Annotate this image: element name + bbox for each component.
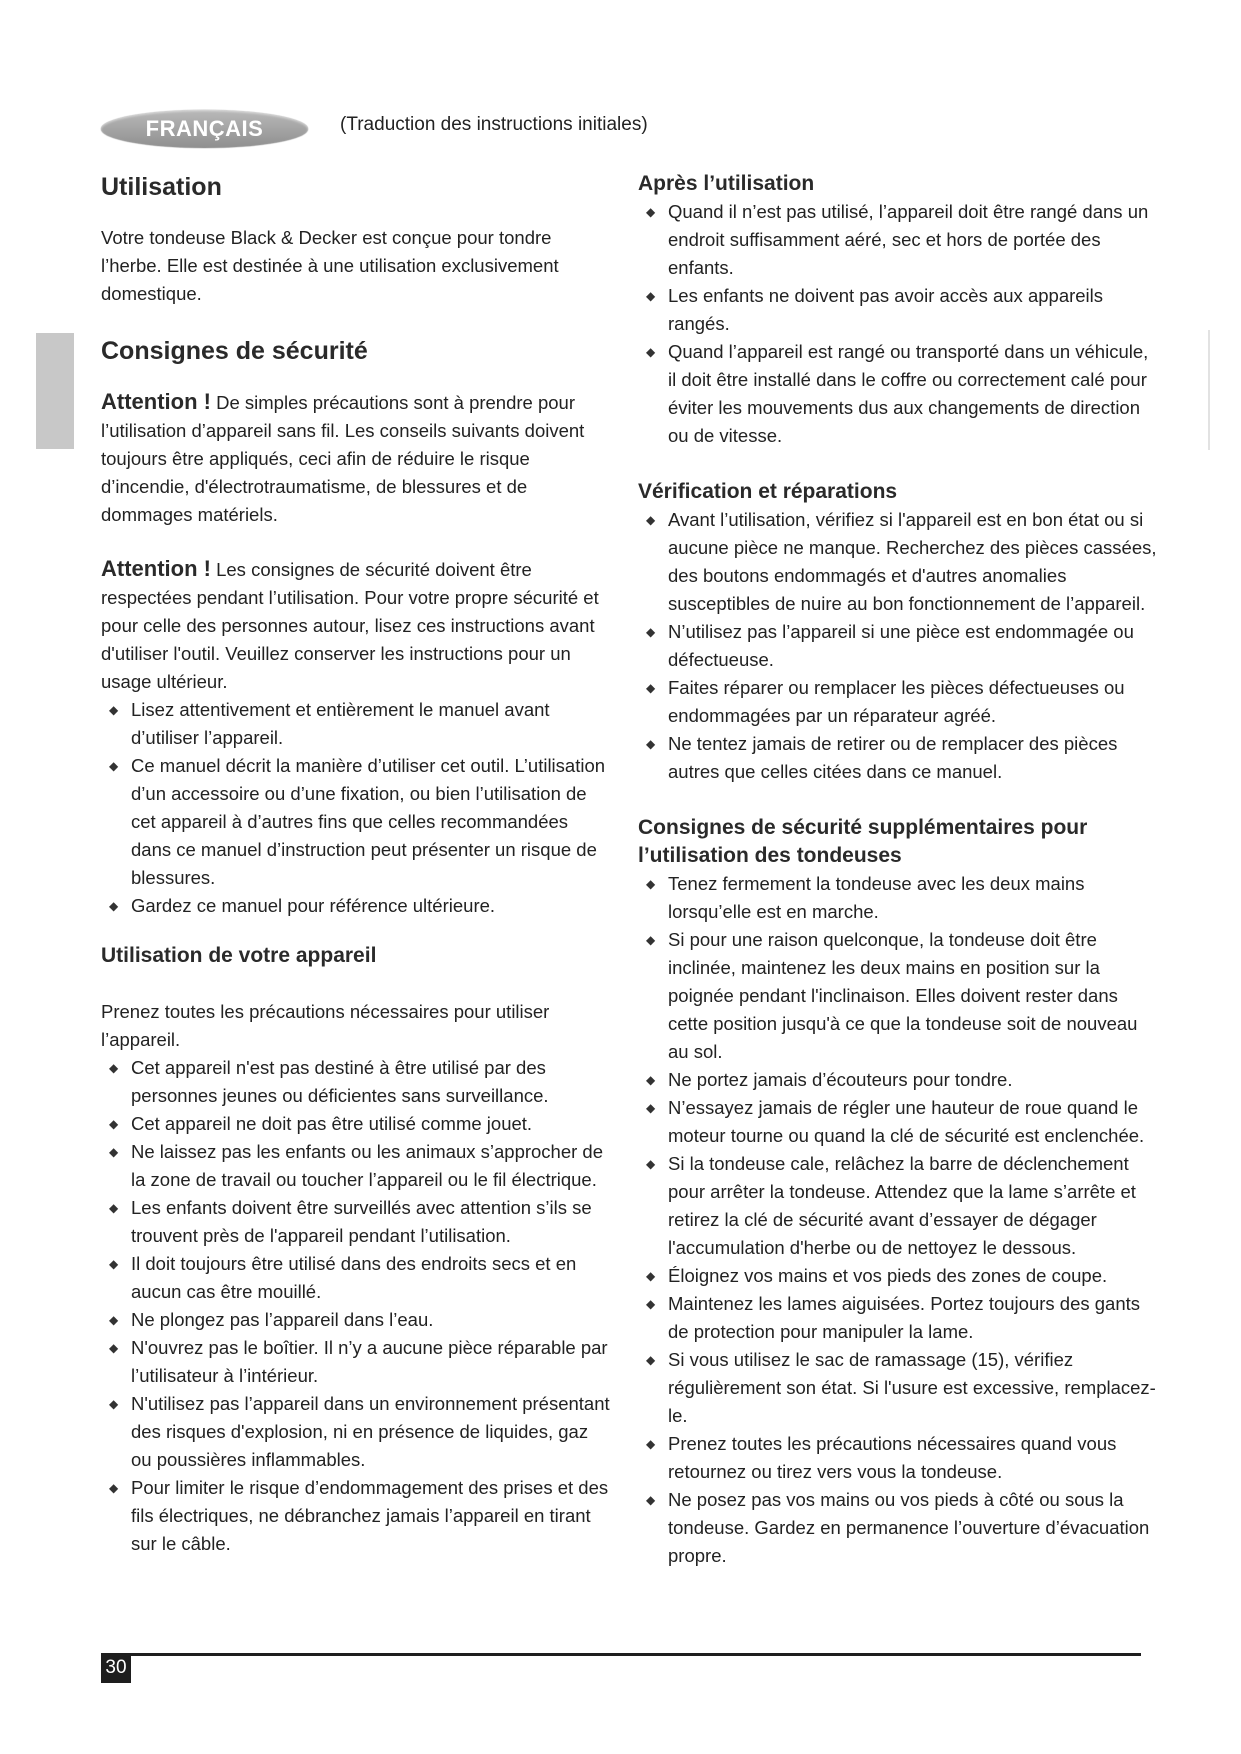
list-item: ◆ Prenez toutes les précautions nécessaires quand vous retournez ou tirez vers vous la tondeuse.	[638, 1430, 1158, 1486]
list-item: ◆ Ne plongez pas l’appareil dans l’eau.	[101, 1306, 611, 1334]
diamond-bullet-icon: ◆	[646, 877, 656, 891]
language-badge: FRANÇAIS	[101, 110, 308, 148]
diamond-bullet-icon: ◆	[646, 1297, 656, 1311]
list-item: ◆ Faites réparer ou remplacer les pièces défectueuses ou endommagées par un réparateur agréé.	[638, 674, 1158, 730]
diamond-bullet-icon: ◆	[109, 899, 119, 913]
list-item: ◆ N'utilisez pas l’appareil dans un environnement présentant des risques d'explosion, ni en présence de liquides, gaz ou poussières inflammables.	[101, 1390, 611, 1474]
list-item: ◆ Avant l’utilisation, vérifiez si l'appareil est en bon état ou si aucune pièce ne manque. Recherchez des pièces cassées, des boutons endommagés et d'autres anomalies susceptibles de nuire au bon fonctionnement de l’appareil.	[638, 506, 1158, 618]
diamond-bullet-icon: ◆	[646, 1157, 656, 1171]
list-item: ◆ Les enfants doivent être surveillés avec attention s’ils se trouvent près de l'appareil pendant l’utilisation.	[101, 1194, 611, 1250]
diamond-bullet-icon: ◆	[109, 1201, 119, 1215]
attention-text: De simples précautions sont à prendre pour l’utilisation d’appareil sans fil. Les conseils suivants doivent toujours être appliqués, ceci afin de réduire le risque d’incendie, d'électrotraumatisme, de blessures et de dommages matériels.	[101, 392, 585, 525]
supplementaires-heading: Consignes de sécurité supplémentaires pour l’utilisation des tondeuses	[638, 816, 1088, 867]
apres-heading: Après l’utilisation	[638, 172, 815, 195]
verification-heading: Vérification et réparations	[638, 480, 898, 503]
list-item: ◆ Les enfants ne doivent pas avoir accès aux appareils rangés.	[638, 282, 1158, 338]
list-item: ◆ Quand l’appareil est rangé ou transporté dans un véhicule, il doit être installé dans le coffre ou correctement calé pour éviter les mouvements dus aux changements de direction ou de vitesse.	[638, 338, 1158, 450]
translation-note: (Traduction des instructions initiales)	[340, 114, 648, 135]
consignes-list	[101, 696, 611, 920]
list-item: ◆ Ne laissez pas les enfants ou les animaux s’approcher de la zone de travail ou toucher l’appareil ou le fil électrique.	[101, 1138, 611, 1194]
list-item: ◆ Ce manuel décrit la manière d’utiliser cet outil. L’utilisation d’un accessoire ou d’une fixation, ou bien l’utilisation de cet appareil à d’autres fins que celles recommandées dans ce manuel d’instruction peut présenter un risque de blessures.	[101, 752, 611, 892]
attention-paragraph-1	[101, 388, 611, 529]
diamond-bullet-icon: ◆	[646, 345, 656, 359]
list-item: ◆ Cet appareil n'est pas destiné à être utilisé par des personnes jeunes ou déficientes sans surveillance.	[101, 1054, 611, 1110]
diamond-bullet-icon: ◆	[646, 681, 656, 695]
diamond-bullet-icon: ◆	[646, 513, 656, 527]
diamond-bullet-icon: ◆	[646, 205, 656, 219]
list-item: ◆ Cet appareil ne doit pas être utilisé comme jouet.	[101, 1110, 611, 1138]
left-column	[101, 170, 611, 1558]
diamond-bullet-icon: ◆	[646, 1269, 656, 1283]
attention-label: Attention !	[101, 556, 211, 581]
attention-label: Attention !	[101, 389, 211, 414]
diamond-bullet-icon: ◆	[646, 289, 656, 303]
supplementaires-list	[638, 870, 1158, 1570]
list-item: ◆ Maintenez les lames aiguisées. Portez toujours des gants de protection pour manipuler la lame.	[638, 1290, 1158, 1346]
diamond-bullet-icon: ◆	[646, 1437, 656, 1451]
attention-text: Les consignes de sécurité doivent être respectées pendant l’utilisation. Pour votre propre sécurité et pour celle des personnes autour, lisez ces instructions avant d'utiliser l'outil. Veuillez conserver les instructions pour un usage ultérieur.	[101, 559, 599, 692]
list-item: ◆ N’utilisez pas l’appareil si une pièce est endommagée ou défectueuse.	[638, 618, 1158, 674]
list-item: ◆ Lisez attentivement et entièrement le manuel avant d’utiliser l’appareil.	[101, 696, 611, 752]
diamond-bullet-icon: ◆	[109, 759, 119, 773]
right-column	[638, 170, 1158, 1570]
utilisation-appareil-heading: Utilisation de votre appareil	[101, 944, 377, 967]
list-item: ◆ Ne posez pas vos mains ou vos pieds à côté ou sous la tondeuse. Gardez en permanence l’ouverture d’évacuation propre.	[638, 1486, 1158, 1570]
diamond-bullet-icon: ◆	[109, 703, 119, 717]
list-item: ◆ Si vous utilisez le sac de ramassage (15), vérifiez régulièrement son état. Si l'usure est excessive, remplacez-le.	[638, 1346, 1158, 1430]
list-item: ◆ Ne portez jamais d’écouteurs pour tondre.	[638, 1066, 1158, 1094]
diamond-bullet-icon: ◆	[646, 933, 656, 947]
diamond-bullet-icon: ◆	[109, 1117, 119, 1131]
list-item: ◆ Tenez fermement la tondeuse avec les deux mains lorsqu’elle est en marche.	[638, 870, 1158, 926]
list-item: ◆ Ne tentez jamais de retirer ou de remplacer des pièces autres que celles citées dans ce manuel.	[638, 730, 1158, 786]
apres-list	[638, 198, 1158, 450]
diamond-bullet-icon: ◆	[646, 1073, 656, 1087]
page-number: 30	[101, 1653, 131, 1683]
diamond-bullet-icon: ◆	[109, 1145, 119, 1159]
list-item: ◆ Pour limiter le risque d’endommagement des prises et des fils électriques, ne débranchez jamais l’appareil en tirant sur le câble.	[101, 1474, 611, 1558]
diamond-bullet-icon: ◆	[646, 1493, 656, 1507]
utilisation-appareil-intro: Prenez toutes les précautions nécessaires pour utiliser l’appareil.	[101, 1001, 550, 1050]
diamond-bullet-icon: ◆	[109, 1257, 119, 1271]
verification-list	[638, 506, 1158, 786]
list-item: ◆ Éloignez vos mains et vos pieds des zones de coupe.	[638, 1262, 1158, 1290]
diamond-bullet-icon: ◆	[646, 625, 656, 639]
list-item: ◆ Si la tondeuse cale, relâchez la barre de déclenchement pour arrêter la tondeuse. Attendez que la lame s’arrête et retirez la clé de sécurité avant d’essayer de dégager l'accumulation d'herbe ou de nettoyez le dessous.	[638, 1150, 1158, 1262]
utilisation-paragraph: Votre tondeuse Black & Decker est conçue pour tondre l’herbe. Elle est destinée à une utilisation exclusivement domestique.	[101, 227, 559, 304]
list-item: ◆ Quand il n’est pas utilisé, l’appareil doit être rangé dans un endroit suffisamment aéré, sec et hors de portée des enfants.	[638, 198, 1158, 282]
diamond-bullet-icon: ◆	[109, 1341, 119, 1355]
footer-rule	[101, 1653, 1141, 1656]
diamond-bullet-icon: ◆	[109, 1481, 119, 1495]
section-tab-marker	[36, 333, 74, 449]
list-item: ◆ N'ouvrez pas le boîtier. Il n’y a aucune pièce réparable par l’utilisateur à l’intérieur.	[101, 1334, 611, 1390]
consignes-heading: Consignes de sécurité	[101, 337, 368, 365]
diamond-bullet-icon: ◆	[109, 1397, 119, 1411]
diamond-bullet-icon: ◆	[109, 1061, 119, 1075]
attention-paragraph-2	[101, 555, 611, 696]
diamond-bullet-icon: ◆	[109, 1313, 119, 1327]
list-item: ◆ N’essayez jamais de régler une hauteur de roue quand le moteur tourne ou quand la clé de sécurité est enclenchée.	[638, 1094, 1158, 1150]
list-item: ◆ Si pour une raison quelconque, la tondeuse doit être inclinée, maintenez les deux mains en position sur la poignée pendant l'inclinaison. Elles doivent rester dans cette position jusqu'à ce que la tondeuse soit de nouveau au sol.	[638, 926, 1158, 1066]
diamond-bullet-icon: ◆	[646, 1101, 656, 1115]
diamond-bullet-icon: ◆	[646, 737, 656, 751]
utilisation-appareil-list	[101, 1054, 611, 1558]
diamond-bullet-icon: ◆	[646, 1353, 656, 1367]
margin-mark	[1208, 330, 1210, 450]
list-item: ◆ Gardez ce manuel pour référence ultérieure.	[101, 892, 611, 920]
utilisation-heading: Utilisation	[101, 173, 222, 201]
list-item: ◆ Il doit toujours être utilisé dans des endroits secs et en aucun cas être mouillé.	[101, 1250, 611, 1306]
